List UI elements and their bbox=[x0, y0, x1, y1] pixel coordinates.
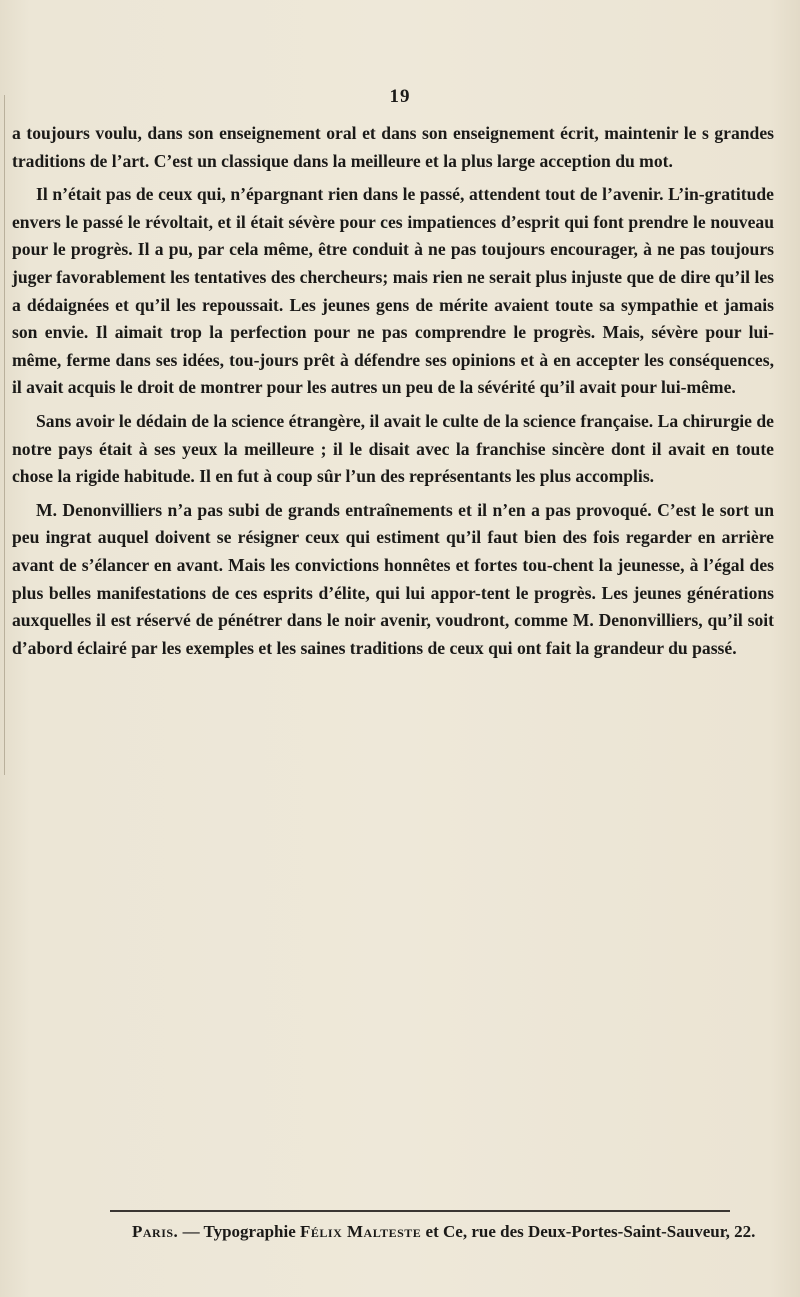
body-text bbox=[12, 120, 774, 668]
page-margin-line bbox=[4, 95, 5, 775]
imprint-address: et Ce, rue des Deux-Portes-Saint-Sauveur, 22. bbox=[421, 1222, 756, 1241]
footer-rule bbox=[110, 1210, 730, 1212]
paragraph-4: M. Denonvilliers n’a pas subi de grands entraînements et il n’en a pas provoqué. C’est le sort un peu ingrat auquel doivent se résigner ceux qui estiment qu’il faut bien des fois regarder en arrière avant de s’élancer en avant. Mais les convictions honnêtes et fortes tou-chent la jeunesse, à l’égal des plus belles manifestations de ces esprits d’élite, qui lui appor-tent le progrès. Les jeunes générations auxquelles il est réservé de pénétrer dans le noir avenir, voudront, comme M. Denonvilliers, qu’il soit d’abord éclairé par les exemples et les saines traditions de ceux qui ont fait la grandeur du passé. bbox=[12, 499, 774, 658]
imprint-city: Paris. bbox=[132, 1222, 179, 1241]
paragraph-1: a toujours voulu, dans son enseignement oral et dans son enseignement écrit, maintenir le s grandes traditions de l’art. C’est un classique dans la meilleure et la plus large acception du mot. bbox=[12, 123, 774, 171]
page-number: 19 bbox=[389, 86, 411, 107]
printer-imprint bbox=[132, 1222, 755, 1242]
paragraph-2: Il n’était pas de ceux qui, n’épargnant rien dans le passé, attendent tout de l’avenir. L’in-gratitude envers le passé le révoltait, et il était sévère pour ces impatiences d’esprit qui font prendre le nouveau pour le progrès. Il a pu, par cela même, être conduit à ne pas toujours encourager, à ne pas toujours juger favorablement les tentatives des chercheurs; mais rien ne serait plus injuste que de dire qu’il les a dédaignées et qu’il les repoussait. Les jeunes gens de mérite avaient toute sa sympathie et jamais son envie. Il aimait trop la perfection pour ne pas comprendre le progrès. Mais, sévère pour lui-même, ferme dans ses idées, tou-jours prêt à défendre ses opinions et à en accepter les conséquences, il avait acquis le droit de montrer pour les autres un peu de la sévérité qu’il avait pour lui-même. bbox=[12, 184, 774, 398]
paragraph-3: Sans avoir le dédain de la science étrangère, il avait le culte de la science française. La chirurgie de notre pays était à ses yeux la meilleure ; il le disait avec la franchise sincère dont il avait en toute chose la rigide habitude. Il en fut à coup sûr l’un des représentants les plus accomplis. bbox=[12, 410, 774, 487]
imprint-printer-name: Félix Malteste bbox=[300, 1222, 422, 1241]
imprint-dash: — Typographie bbox=[178, 1222, 301, 1241]
